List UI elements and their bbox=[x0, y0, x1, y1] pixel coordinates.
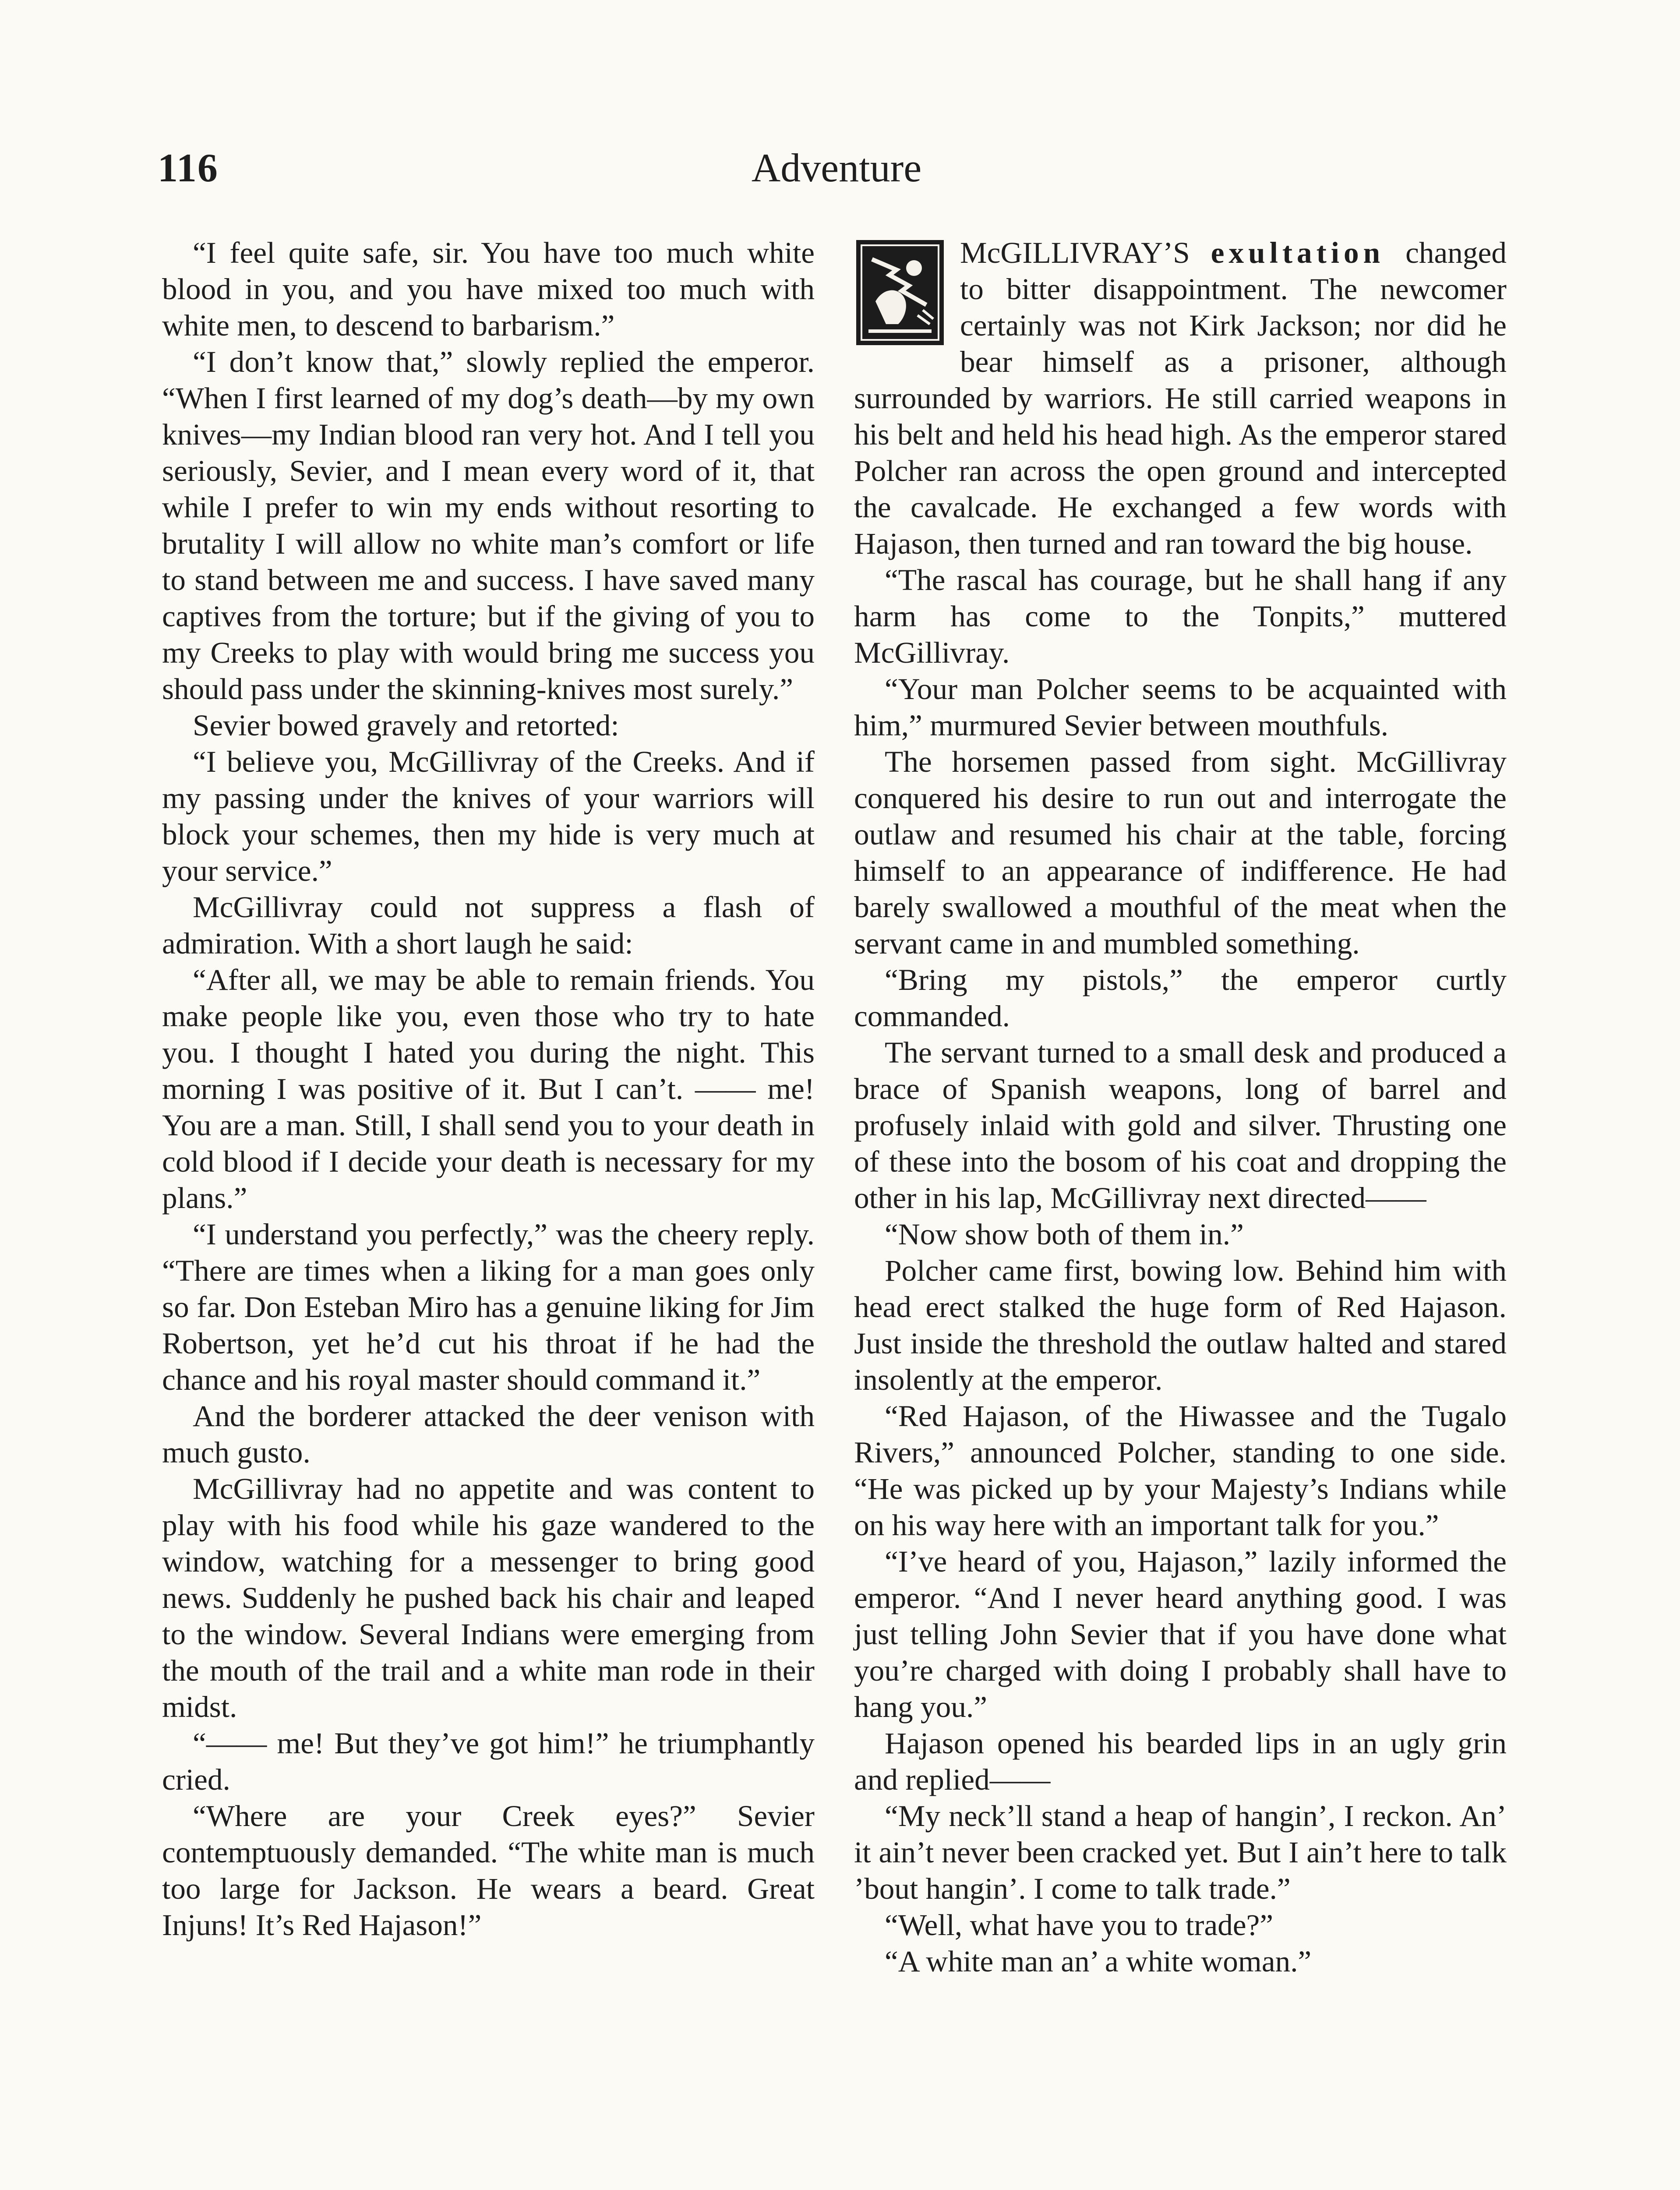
paragraph: The horsemen passed from sight. McGillivray conquered his desire to run out and interrogate the outlaw and resumed his chair at the table, forcing himself to an appearance of indifference. He had barely swallowed a mouthful of the meat when the servant came in and mumbled something. bbox=[854, 745, 1507, 960]
paragraph: “Now show both of them in.” bbox=[885, 1217, 1244, 1251]
paragraph: Hajason opened his bearded lips in an ugly grin and replied—— bbox=[854, 1726, 1507, 1796]
paragraph: “Your man Polcher seems to be acquainted with him,” murmured Sevier between mouthfuls. bbox=[854, 672, 1507, 742]
paragraph: “I’ve heard of you, Hajason,” lazily informed the emperor. “And I never heard anything good. I was just telling John Sevier that if you have done what you’re charged with doing I probably shall have to hang you.” bbox=[854, 1544, 1507, 1724]
page-header bbox=[158, 145, 1515, 206]
section-ornament-icon bbox=[854, 238, 946, 347]
paragraph: McGillivray could not suppress a flash of admiration. With a short laugh he said: bbox=[162, 890, 815, 960]
paragraph: And the borderer attacked the deer venison with much gusto. bbox=[162, 1399, 815, 1469]
paragraph: “Bring my pistols,” the emperor curtly commanded. bbox=[854, 963, 1507, 1033]
page-number: 116 bbox=[158, 145, 219, 190]
section-lead-paragraph bbox=[854, 234, 1507, 562]
paragraph: “I don’t know that,” slowly replied the emperor. “When I first learned of my dog’s death—by my own knives—my Indian blood ran very hot. And I tell you seriously, Sevier, and I mean every word of it, that while I prefer to win my ends without resorting to brutality I will allow no white man’s comfort or life to stand between me and success. I have saved many captives from the torture; but if the giving of you to my Creeks to play with would bring me success you should pass under the skinning-knives most surely.” bbox=[162, 345, 815, 706]
left-column bbox=[162, 234, 815, 1943]
paragraph: “I feel quite safe, sir. You have too much white blood in you, and you have mixed too much with white men, to descend to barbarism.” bbox=[162, 236, 815, 342]
paragraph: “I understand you perfectly,” was the cheery reply. “There are times when a liking for a man goes only so far. Don Esteban Miro has a genuine liking for Jim Robertson, yet he’d cut his throat if he had the chance and his royal master should command it.” bbox=[162, 1217, 815, 1396]
paragraph: “A white man an’ a white woman.” bbox=[885, 1944, 1312, 1978]
paragraph: The servant turned to a small desk and produced a brace of Spanish weapons, long of barrel and profusely inlaid with gold and silver. Thrusting one of these into the bosom of his coat and dropping the other in his lap, McGillivray next directed—— bbox=[854, 1035, 1507, 1215]
paragraph: Polcher came first, bowing low. Behind him with head erect stalked the huge form of Red Hajason. Just inside the threshold the outlaw halted and stared insolently at the emperor. bbox=[854, 1254, 1507, 1396]
paragraph: “—— me! But they’ve got him!” he triumphantly cried. bbox=[162, 1726, 815, 1796]
right-column bbox=[854, 234, 1507, 1979]
paragraph: Sevier bowed gravely and retorted: bbox=[193, 708, 619, 742]
lead-spaced-text: exultation bbox=[1211, 236, 1385, 269]
paragraph: “Where are your Creek eyes?” Sevier contemptuously demanded. “The white man is much too large for Jackson. He wears a beard. Great Injuns! It’s Red Hajason!” bbox=[162, 1799, 815, 1942]
paragraph: McGillivray had no appetite and was content to play with his food while his gaze wandered to the window, watching for a messenger to bring good news. Suddenly he pushed back his chair and leaped to the window. Several Indians were emerging from the mouth of the trail and a white man rode in their midst. bbox=[162, 1472, 815, 1724]
paragraph: “Well, what have you to trade?” bbox=[885, 1908, 1274, 1942]
paragraph: “I believe you, McGillivray of the Creeks. And if my passing under the knives of your warriors will block your schemes, then my hide is very much at your service.” bbox=[162, 745, 815, 887]
magazine-title: Adventure bbox=[751, 145, 922, 190]
lead-caps: McGILLIVRAY’S bbox=[960, 236, 1190, 269]
lead-spaced-word bbox=[1211, 236, 1384, 269]
paragraph: “After all, we may be able to remain friends. You make people like you, even those who try to hate you. I thought I hated you during the night. This morning I was positive of it. But I can’t. —— me! You are a man. Still, I shall send you to your death in cold blood if I decide your death is necessary for my plans.” bbox=[162, 963, 815, 1215]
lead-text: changed to bitter disappointment. The newcomer certainly was not Kirk Jackson; nor did he bear himself as a prisoner, although surrounded by warriors. He still carried weapons in his belt and held his head high. As the emperor stared Polcher ran across the open ground and intercepted the cavalcade. He exchanged a few words with Hajason, then turned and ran toward the big house. bbox=[854, 236, 1507, 560]
paragraph: “My neck’ll stand a heap of hangin’, I reckon. An’ it ain’t never been cracked yet. But I ain’t here to talk ’bout hangin’. I come to talk trade.” bbox=[854, 1799, 1507, 1905]
paragraph: “Red Hajason, of the Hiwassee and the Tugalo Rivers,” announced Polcher, standing to one side. “He was picked up by your Majesty’s Indians while on his way here with an important talk for you.” bbox=[854, 1399, 1507, 1542]
paragraph: “The rascal has courage, but he shall hang if any harm has come to the Tonpits,” muttered McGillivray. bbox=[854, 563, 1507, 669]
